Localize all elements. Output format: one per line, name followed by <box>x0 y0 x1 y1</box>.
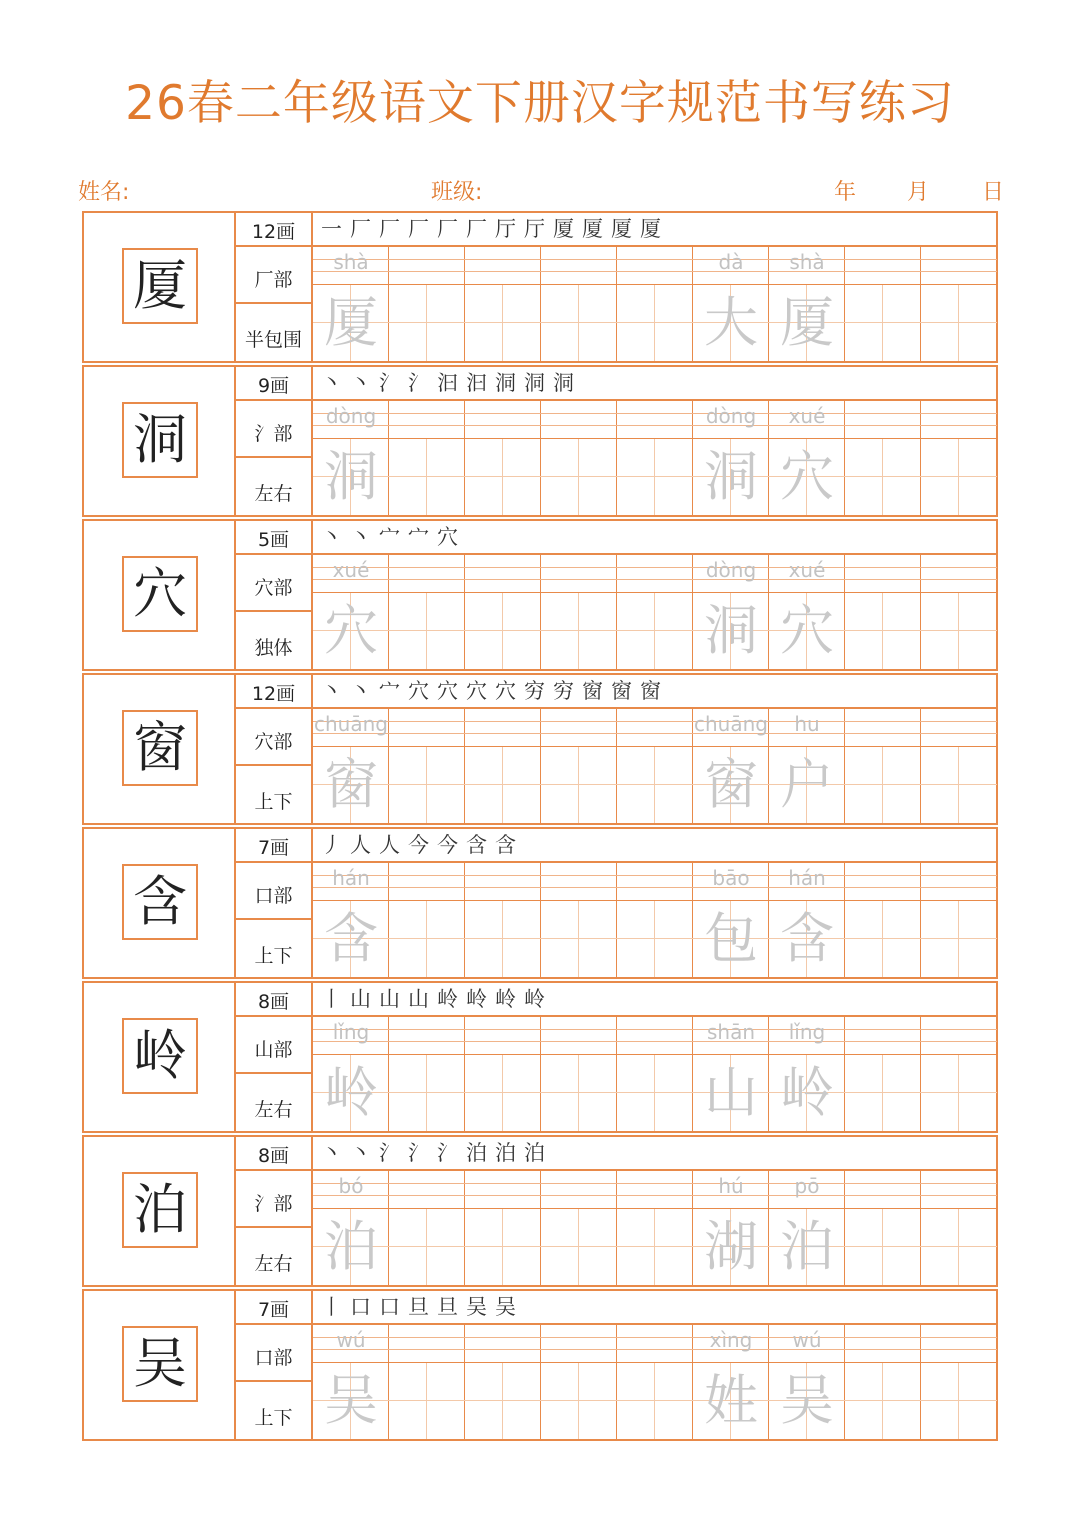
pinyin-cell <box>465 1325 541 1363</box>
stroke-count: 7画 <box>236 1291 311 1325</box>
writing-cell[interactable] <box>617 1171 693 1285</box>
radical: 山部 <box>236 1017 311 1074</box>
stroke-count: 5画 <box>236 521 311 555</box>
writing-cell[interactable] <box>845 709 921 823</box>
pinyin-cell <box>541 863 617 901</box>
tracing-cell <box>389 1209 465 1285</box>
pinyin-cell: hán <box>769 863 845 901</box>
tracing-cell: 吴 <box>769 1363 845 1439</box>
pinyin-cell <box>921 1017 997 1055</box>
tracing-cell <box>541 593 617 669</box>
tracing-cell <box>541 285 617 361</box>
tracing-cell <box>921 593 997 669</box>
pinyin-cell <box>921 1171 997 1209</box>
pinyin-cell: dòng <box>313 401 389 439</box>
tracing-cell <box>617 285 693 361</box>
tracing-cell <box>845 439 921 515</box>
pinyin-cell <box>389 1017 465 1055</box>
writing-cell[interactable] <box>389 401 465 515</box>
tracing-cell <box>465 593 541 669</box>
tracing-cell <box>541 439 617 515</box>
stroke-order: 丨山山山岭岭岭岭 <box>313 983 998 1017</box>
writing-cell[interactable] <box>693 863 769 977</box>
writing-cell[interactable] <box>845 247 921 361</box>
tracing-cell <box>921 1209 997 1285</box>
pinyin-cell: wú <box>769 1325 845 1363</box>
pinyin-cell <box>465 401 541 439</box>
tracing-cell <box>389 439 465 515</box>
tracing-cell: 泊 <box>313 1209 389 1285</box>
char-block <box>82 519 998 671</box>
char-info <box>236 1291 313 1439</box>
tracing-cell: 穴 <box>769 593 845 669</box>
writing-cell[interactable] <box>541 555 617 669</box>
pinyin-cell <box>921 247 997 285</box>
pinyin-cell <box>389 1171 465 1209</box>
writing-cell[interactable] <box>693 401 769 515</box>
writing-cell[interactable] <box>389 863 465 977</box>
writing-cell[interactable] <box>465 1325 541 1439</box>
stroke-order: 丨口口旦旦吴吴 <box>313 1291 998 1325</box>
radical: 厂部 <box>236 247 311 304</box>
radical: 穴部 <box>236 555 311 612</box>
pinyin-cell <box>845 401 921 439</box>
model-char: 含 <box>122 864 198 940</box>
pinyin-cell: lǐng <box>313 1017 389 1055</box>
structure: 左右 <box>254 1099 293 1121</box>
writing-cell[interactable] <box>769 401 845 515</box>
tracing-cell <box>541 901 617 977</box>
pinyin-cell <box>921 863 997 901</box>
model-char: 穴 <box>122 556 198 632</box>
stroke-count: 12画 <box>236 675 311 709</box>
writing-cell[interactable] <box>693 709 769 823</box>
radical: 穴部 <box>236 709 311 766</box>
writing-cell[interactable] <box>617 1017 693 1131</box>
writing-cell[interactable] <box>465 1171 541 1285</box>
pinyin-cell <box>921 1325 997 1363</box>
pinyin-cell <box>845 1171 921 1209</box>
writing-cell[interactable] <box>465 555 541 669</box>
tracing-cell <box>617 439 693 515</box>
tracing-cell <box>389 901 465 977</box>
tracing-cell: 穴 <box>313 593 389 669</box>
writing-cell[interactable] <box>921 1017 997 1131</box>
tracing-cell <box>921 901 997 977</box>
char-info <box>236 213 313 361</box>
model-char: 洞 <box>122 402 198 478</box>
pinyin-cell: bāo <box>693 863 769 901</box>
pinyin-cell: dà <box>693 247 769 285</box>
writing-cell[interactable] <box>769 1017 845 1131</box>
pinyin-cell <box>845 247 921 285</box>
writing-grid <box>313 247 998 361</box>
stroke-order: 丶丶宀穴穴穴穴穷穷窗窗窗 <box>313 675 998 709</box>
tracing-cell <box>465 439 541 515</box>
writing-cell[interactable] <box>541 1017 617 1131</box>
tracing-cell <box>845 593 921 669</box>
writing-cell[interactable] <box>693 247 769 361</box>
stroke-order: 丿人人今今含含 <box>313 829 998 863</box>
tracing-cell <box>845 1363 921 1439</box>
tracing-cell <box>465 285 541 361</box>
day-label: 日 <box>982 180 1005 205</box>
structure: 独体 <box>254 637 293 659</box>
pinyin-cell <box>541 1171 617 1209</box>
structure: 左右 <box>254 483 293 505</box>
pinyin-cell <box>389 247 465 285</box>
writing-cell[interactable] <box>769 555 845 669</box>
tracing-cell: 洞 <box>693 593 769 669</box>
writing-cell[interactable] <box>541 863 617 977</box>
writing-cell[interactable] <box>921 1325 997 1439</box>
stroke-order: 一厂厂厂厂厂厅厅厦厦厦厦 <box>313 213 998 247</box>
writing-cell[interactable] <box>389 1325 465 1439</box>
pinyin-cell <box>465 1171 541 1209</box>
writing-cell[interactable] <box>465 709 541 823</box>
writing-cell[interactable] <box>769 863 845 977</box>
tracing-cell: 湖 <box>693 1209 769 1285</box>
writing-grid <box>313 1325 998 1439</box>
pinyin-cell <box>845 1017 921 1055</box>
writing-cell[interactable] <box>313 863 389 977</box>
writing-cell[interactable] <box>845 1171 921 1285</box>
year-label: 年 <box>834 180 857 205</box>
writing-grid <box>313 709 998 823</box>
tracing-cell: 大 <box>693 285 769 361</box>
structure: 左右 <box>254 1253 293 1275</box>
pinyin-cell <box>617 247 693 285</box>
tracing-cell <box>921 747 997 823</box>
pinyin-cell <box>465 1017 541 1055</box>
radical: 氵部 <box>236 1171 311 1228</box>
pinyin-cell: hán <box>313 863 389 901</box>
writing-cell[interactable] <box>845 401 921 515</box>
writing-cell[interactable] <box>921 247 997 361</box>
stroke-count: 7画 <box>236 829 311 863</box>
writing-cell[interactable] <box>921 1171 997 1285</box>
writing-cell[interactable] <box>313 247 389 361</box>
writing-cell[interactable] <box>541 1325 617 1439</box>
tracing-cell <box>541 1363 617 1439</box>
pinyin-cell <box>465 863 541 901</box>
stroke-count: 12画 <box>236 213 311 247</box>
page-title: 26春二年级语文下册汉字规范书写练习 <box>125 76 955 131</box>
writing-cell[interactable] <box>693 1171 769 1285</box>
writing-cell[interactable] <box>769 1171 845 1285</box>
writing-cell[interactable] <box>541 401 617 515</box>
pinyin-cell: chuāng <box>313 709 389 747</box>
tracing-cell: 洞 <box>313 439 389 515</box>
writing-grid <box>313 1171 998 1285</box>
pinyin-cell: bó <box>313 1171 389 1209</box>
tracing-cell <box>617 1055 693 1131</box>
pinyin-cell: shà <box>313 247 389 285</box>
writing-cell[interactable] <box>617 1325 693 1439</box>
tracing-cell <box>541 1055 617 1131</box>
writing-cell[interactable] <box>465 1017 541 1131</box>
writing-cell[interactable] <box>769 709 845 823</box>
writing-cell[interactable] <box>693 1017 769 1131</box>
pinyin-cell <box>617 1017 693 1055</box>
tracing-cell: 吴 <box>313 1363 389 1439</box>
tracing-cell: 厦 <box>769 285 845 361</box>
writing-cell[interactable] <box>921 709 997 823</box>
pinyin-cell <box>921 555 997 593</box>
char-block <box>82 365 998 517</box>
tracing-cell: 含 <box>313 901 389 977</box>
radical: 口部 <box>236 1325 311 1382</box>
writing-cell[interactable] <box>389 1171 465 1285</box>
writing-cell[interactable] <box>845 863 921 977</box>
writing-grid <box>313 1017 998 1131</box>
pinyin-cell <box>921 709 997 747</box>
pinyin-cell: shān <box>693 1017 769 1055</box>
radical: 氵部 <box>236 401 311 458</box>
tracing-cell <box>617 593 693 669</box>
pinyin-cell: shà <box>769 247 845 285</box>
writing-cell[interactable] <box>389 555 465 669</box>
writing-cell[interactable] <box>845 1325 921 1439</box>
stroke-count: 8画 <box>236 983 311 1017</box>
pinyin-cell <box>845 1325 921 1363</box>
tracing-cell <box>389 1055 465 1131</box>
pinyin-cell: xué <box>769 555 845 593</box>
tracing-cell <box>465 901 541 977</box>
tracing-cell <box>465 1209 541 1285</box>
stroke-count: 9画 <box>236 367 311 401</box>
pinyin-cell <box>617 401 693 439</box>
char-block <box>82 981 998 1133</box>
stroke-order: 丶丶氵氵汩汩洞洞洞 <box>313 367 998 401</box>
tracing-cell <box>389 1363 465 1439</box>
writing-cell[interactable] <box>617 709 693 823</box>
pinyin-cell <box>617 555 693 593</box>
name-label: 姓名: <box>78 180 130 205</box>
model-char: 泊 <box>122 1172 198 1248</box>
tracing-cell <box>845 747 921 823</box>
writing-cell[interactable] <box>693 555 769 669</box>
writing-cell[interactable] <box>541 1171 617 1285</box>
writing-cell[interactable] <box>921 555 997 669</box>
tracing-cell <box>921 1055 997 1131</box>
pinyin-cell <box>389 1325 465 1363</box>
writing-cell[interactable] <box>465 863 541 977</box>
pinyin-cell: hú <box>693 1171 769 1209</box>
model-char-cell <box>84 1291 236 1439</box>
model-char: 厦 <box>122 248 198 324</box>
tracing-cell <box>465 747 541 823</box>
tracing-cell <box>617 1363 693 1439</box>
char-block <box>82 1289 998 1441</box>
model-char-cell <box>84 829 236 977</box>
writing-cell[interactable] <box>845 1017 921 1131</box>
char-info <box>236 675 313 823</box>
stroke-order: 丶丶宀宀穴 <box>313 521 998 555</box>
writing-cell[interactable] <box>693 1325 769 1439</box>
tracing-cell <box>921 285 997 361</box>
model-char-cell <box>84 675 236 823</box>
stroke-count: 8画 <box>236 1137 311 1171</box>
writing-cell[interactable] <box>845 555 921 669</box>
model-char: 窗 <box>122 710 198 786</box>
pinyin-cell <box>389 555 465 593</box>
tracing-cell <box>465 1363 541 1439</box>
tracing-cell <box>541 747 617 823</box>
writing-cell[interactable] <box>313 1171 389 1285</box>
structure: 上下 <box>254 945 293 967</box>
pinyin-cell: wú <box>313 1325 389 1363</box>
tracing-cell: 姓 <box>693 1363 769 1439</box>
pinyin-cell <box>541 555 617 593</box>
model-char: 吴 <box>122 1326 198 1402</box>
pinyin-cell <box>617 709 693 747</box>
tracing-cell: 岭 <box>769 1055 845 1131</box>
char-block <box>82 1135 998 1287</box>
tracing-cell <box>617 1209 693 1285</box>
pinyin-cell <box>617 863 693 901</box>
writing-cell[interactable] <box>617 247 693 361</box>
tracing-cell <box>617 747 693 823</box>
tracing-cell: 岭 <box>313 1055 389 1131</box>
writing-cell[interactable] <box>465 401 541 515</box>
writing-cell[interactable] <box>313 555 389 669</box>
char-info <box>236 1137 313 1285</box>
model-char-cell <box>84 367 236 515</box>
writing-grid <box>313 401 998 515</box>
pinyin-cell <box>389 709 465 747</box>
char-info <box>236 521 313 669</box>
pinyin-cell <box>465 709 541 747</box>
writing-cell[interactable] <box>541 247 617 361</box>
class-label: 班级: <box>431 180 483 205</box>
tracing-cell <box>845 901 921 977</box>
pinyin-cell <box>845 709 921 747</box>
writing-cell[interactable] <box>389 247 465 361</box>
pinyin-cell <box>389 401 465 439</box>
writing-cell[interactable] <box>921 401 997 515</box>
pinyin-cell <box>541 247 617 285</box>
char-info <box>236 367 313 515</box>
tracing-cell <box>845 1055 921 1131</box>
writing-cell[interactable] <box>617 863 693 977</box>
writing-cell[interactable] <box>769 1325 845 1439</box>
model-char: 岭 <box>122 1018 198 1094</box>
structure: 半包围 <box>244 329 302 351</box>
pinyin-cell <box>845 555 921 593</box>
tracing-cell: 窗 <box>313 747 389 823</box>
radical: 口部 <box>236 863 311 920</box>
char-info <box>236 983 313 1131</box>
model-char-cell <box>84 983 236 1131</box>
writing-cell[interactable] <box>465 247 541 361</box>
tracing-cell <box>541 1209 617 1285</box>
tracing-cell: 窗 <box>693 747 769 823</box>
tracing-cell <box>617 901 693 977</box>
tracing-cell <box>845 1209 921 1285</box>
model-char-cell <box>84 1137 236 1285</box>
writing-grid <box>313 863 998 977</box>
tracing-cell <box>845 285 921 361</box>
tracing-cell <box>389 593 465 669</box>
tracing-cell <box>465 1055 541 1131</box>
structure: 上下 <box>254 791 293 813</box>
char-info <box>236 829 313 977</box>
tracing-cell <box>389 747 465 823</box>
pinyin-cell <box>541 1325 617 1363</box>
pinyin-cell: xué <box>769 401 845 439</box>
model-char-cell <box>84 521 236 669</box>
pinyin-cell: pō <box>769 1171 845 1209</box>
pinyin-cell <box>541 1017 617 1055</box>
pinyin-cell: xué <box>313 555 389 593</box>
writing-cell[interactable] <box>921 863 997 977</box>
writing-cell[interactable] <box>617 401 693 515</box>
pinyin-cell <box>541 709 617 747</box>
writing-cell[interactable] <box>313 401 389 515</box>
tracing-cell: 含 <box>769 901 845 977</box>
writing-cell[interactable] <box>769 247 845 361</box>
pinyin-cell: lǐng <box>769 1017 845 1055</box>
month-label: 月 <box>907 180 930 205</box>
pinyin-cell <box>845 863 921 901</box>
writing-cell[interactable] <box>313 1017 389 1131</box>
pinyin-cell: hu <box>769 709 845 747</box>
pinyin-cell: chuāng <box>693 709 769 747</box>
pinyin-cell <box>465 555 541 593</box>
stroke-order: 丶丶氵氵氵泊泊泊 <box>313 1137 998 1171</box>
tracing-cell: 厦 <box>313 285 389 361</box>
writing-grid <box>313 555 998 669</box>
char-block <box>82 211 998 363</box>
tracing-cell: 包 <box>693 901 769 977</box>
structure: 上下 <box>254 1407 293 1429</box>
pinyin-cell <box>389 863 465 901</box>
pinyin-cell <box>465 247 541 285</box>
writing-cell[interactable] <box>541 709 617 823</box>
pinyin-cell <box>921 401 997 439</box>
pinyin-cell: dòng <box>693 401 769 439</box>
pinyin-cell: dòng <box>693 555 769 593</box>
tracing-cell <box>389 285 465 361</box>
writing-cell[interactable] <box>313 709 389 823</box>
tracing-cell: 洞 <box>693 439 769 515</box>
writing-cell[interactable] <box>389 1017 465 1131</box>
pinyin-cell <box>541 401 617 439</box>
tracing-cell: 户 <box>769 747 845 823</box>
pinyin-cell <box>617 1325 693 1363</box>
tracing-cell: 山 <box>693 1055 769 1131</box>
writing-cell[interactable] <box>617 555 693 669</box>
pinyin-cell: xìng <box>693 1325 769 1363</box>
writing-cell[interactable] <box>389 709 465 823</box>
tracing-cell: 穴 <box>769 439 845 515</box>
tracing-cell <box>921 439 997 515</box>
pinyin-cell <box>617 1171 693 1209</box>
tracing-cell <box>921 1363 997 1439</box>
tracing-cell: 泊 <box>769 1209 845 1285</box>
writing-cell[interactable] <box>313 1325 389 1439</box>
char-block <box>82 827 998 979</box>
char-block <box>82 673 998 825</box>
model-char-cell <box>84 213 236 361</box>
